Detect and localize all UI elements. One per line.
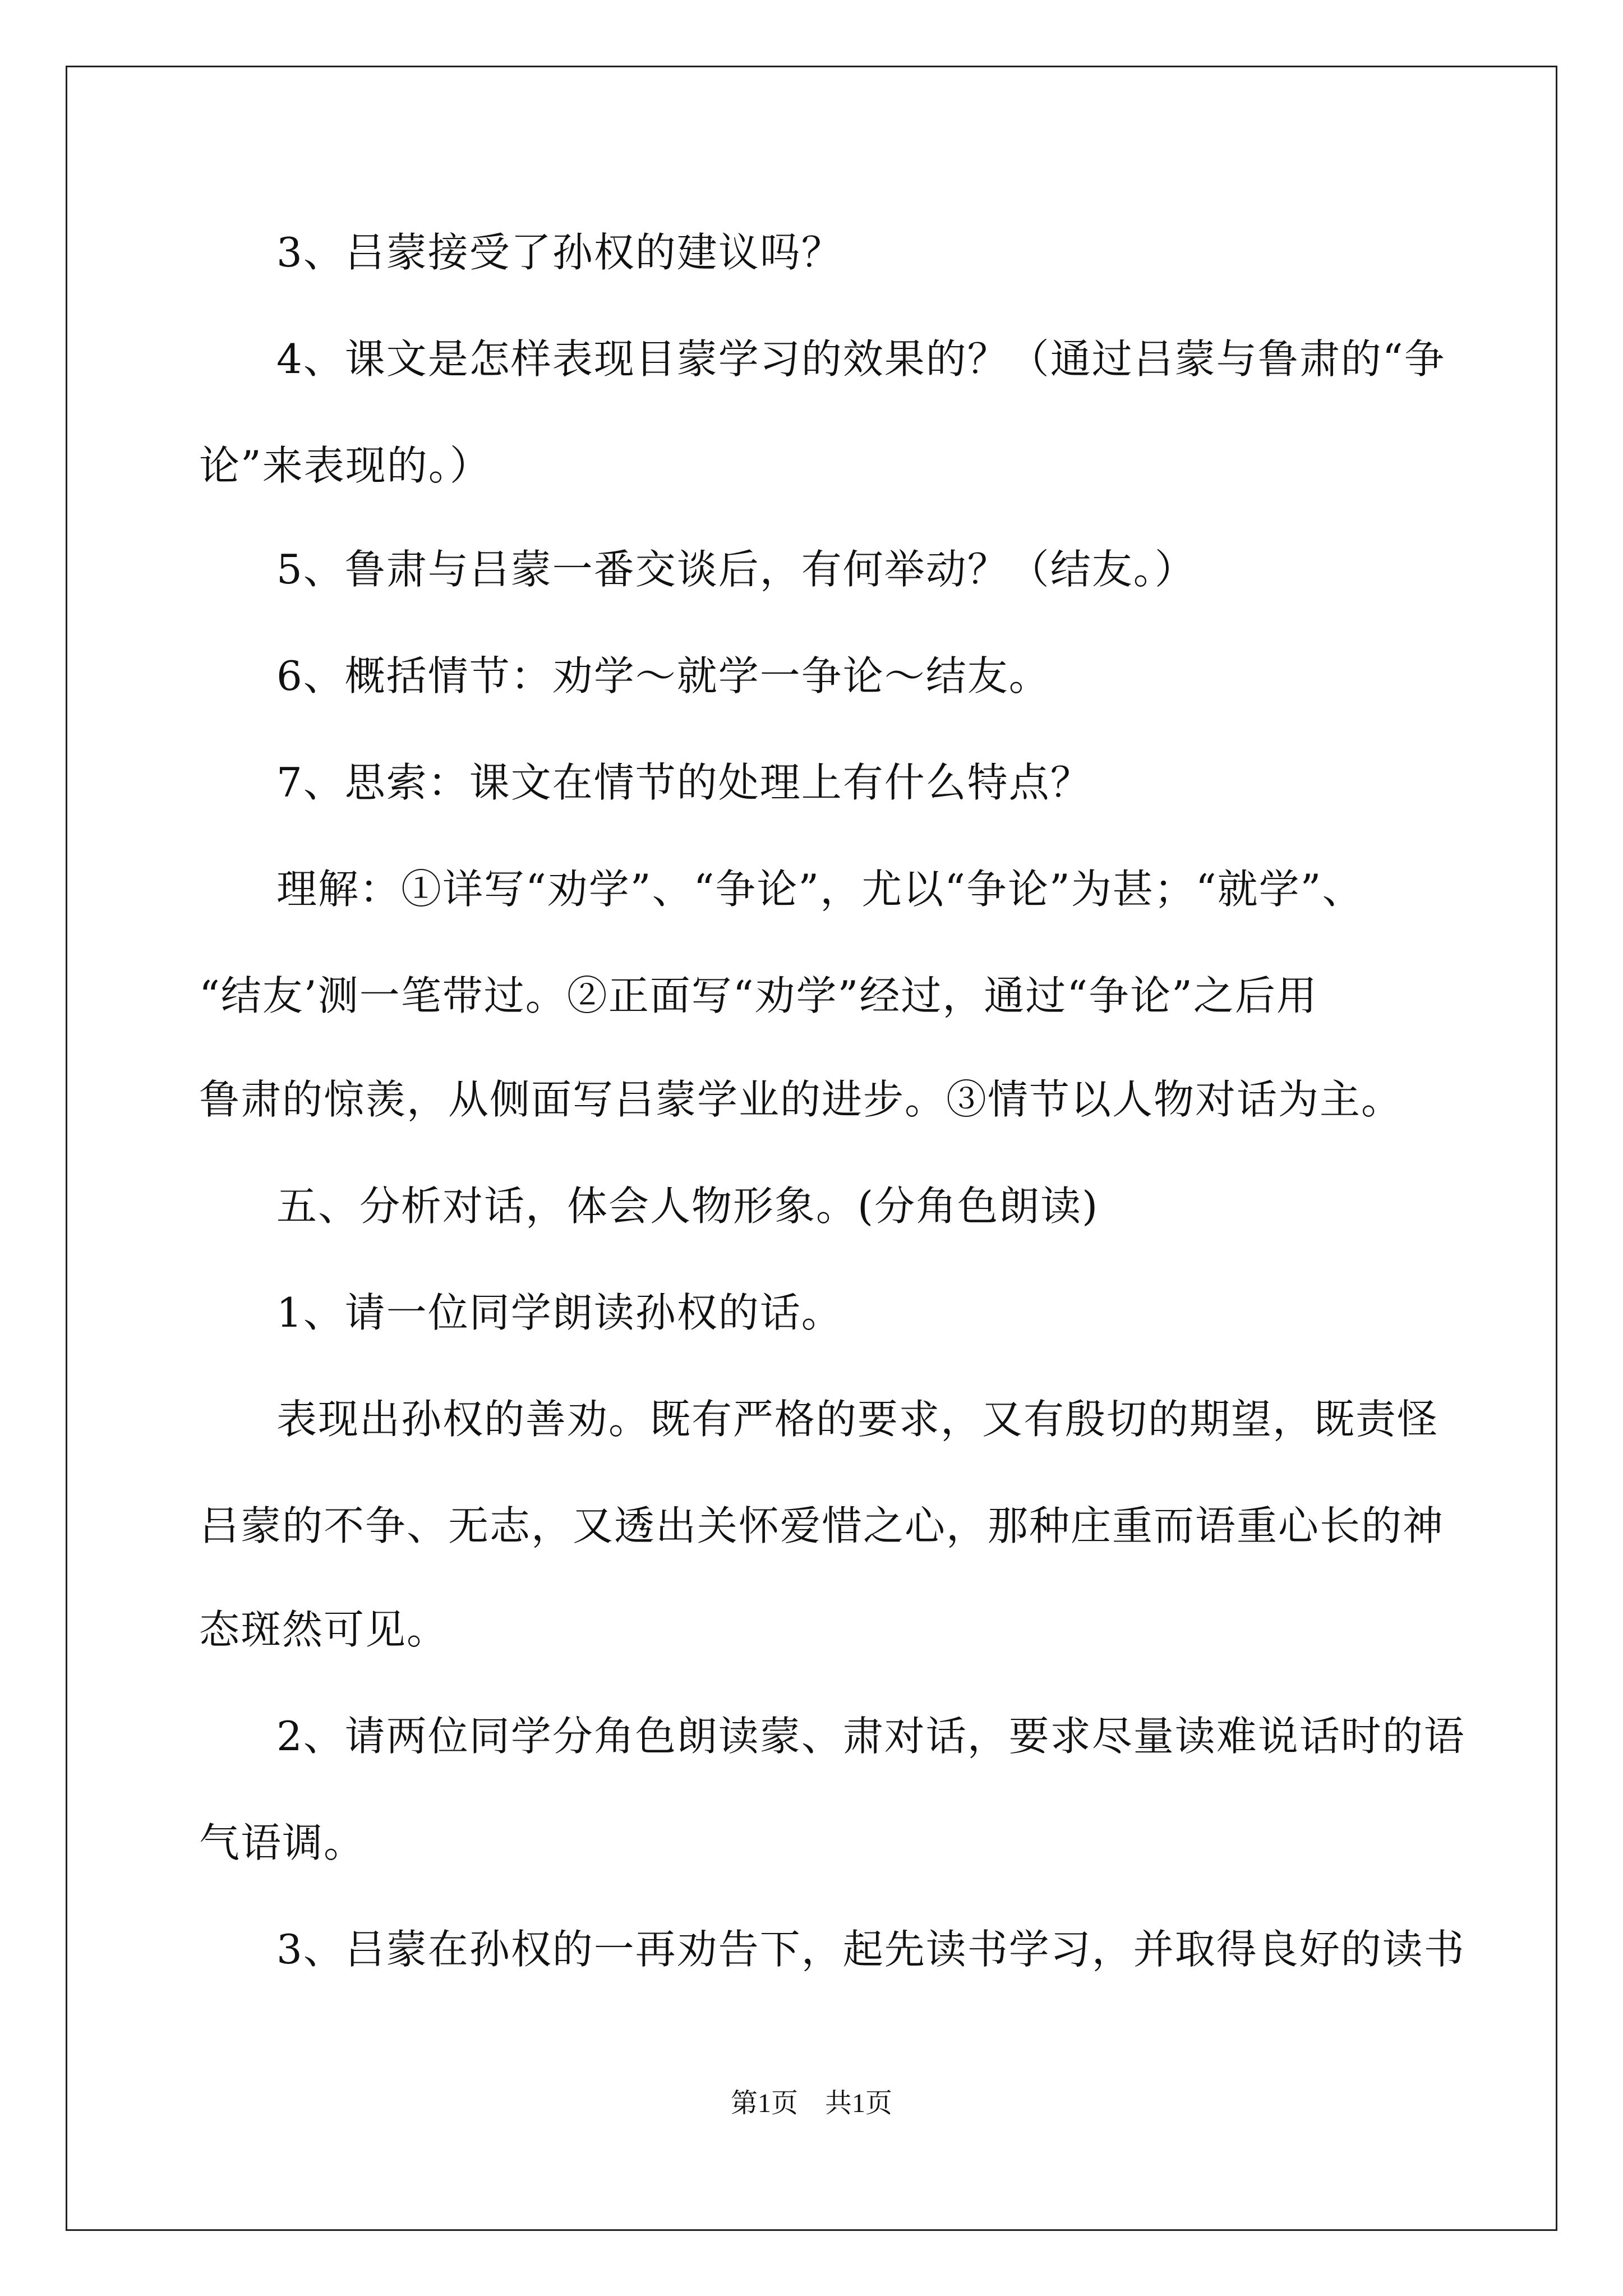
paragraph-line: 3、吕蒙在孙权的一再劝告下，起先读书学习，并取得良好的读书 <box>276 1926 1465 1973</box>
paragraph-line: 气语调。 <box>199 1819 366 1866</box>
paragraph-line: 7、思索：课文在情节的处理上有什么特点？ <box>276 759 1092 806</box>
paragraph-line: 吕蒙的不争、无志，又透出关怀爱惜之心，那种庄重而语重心长的神 <box>199 1502 1445 1549</box>
paragraph-line: 论”来表现的。） <box>199 442 491 489</box>
paragraph-line: 2、请两位同学分角色朗读蒙、肃对话，要求尽量读难说话时的语 <box>276 1713 1465 1760</box>
paragraph-line: “结友’测一笔带过。②正面写“劝学”经过，通过“争论”之后用 <box>199 972 1318 1019</box>
paragraph-line: 1、请一位同学朗读孙权的话。 <box>276 1289 843 1336</box>
page-border <box>66 66 1557 2231</box>
paragraph-line: 态斑然可见。 <box>199 1606 449 1653</box>
paragraph-line: 理解：①详写“劝学”、“争论”，尤以“争论”为甚；“就学”、 <box>276 866 1364 913</box>
paragraph-line: 表现出孙权的善劝。既有严格的要求，又有殷切的期望，既责怪 <box>276 1396 1439 1443</box>
page-number-footer: 第1页 共1页 <box>730 2088 892 2118</box>
paragraph-line: 五、分析对话，体会人物形象。(分角色朗读) <box>276 1182 1099 1230</box>
paragraph-line: 鲁肃的惊羡，从侧面写吕蒙学业的进步。③情节以人物对话为主。 <box>199 1076 1403 1123</box>
paragraph-line: 4、课文是怎样表现目蒙学习的效果的？（通过吕蒙与鲁肃的“争 <box>276 335 1446 383</box>
paragraph-line: 6、概括情节：劝学～就学一争论～结友。 <box>276 652 1050 700</box>
paragraph-line: 5、鲁肃与吕蒙一番交谈后，有何举动？（结友。） <box>276 546 1196 593</box>
paragraph-line: 3、吕蒙接受了孙权的建议吗？ <box>276 229 843 276</box>
